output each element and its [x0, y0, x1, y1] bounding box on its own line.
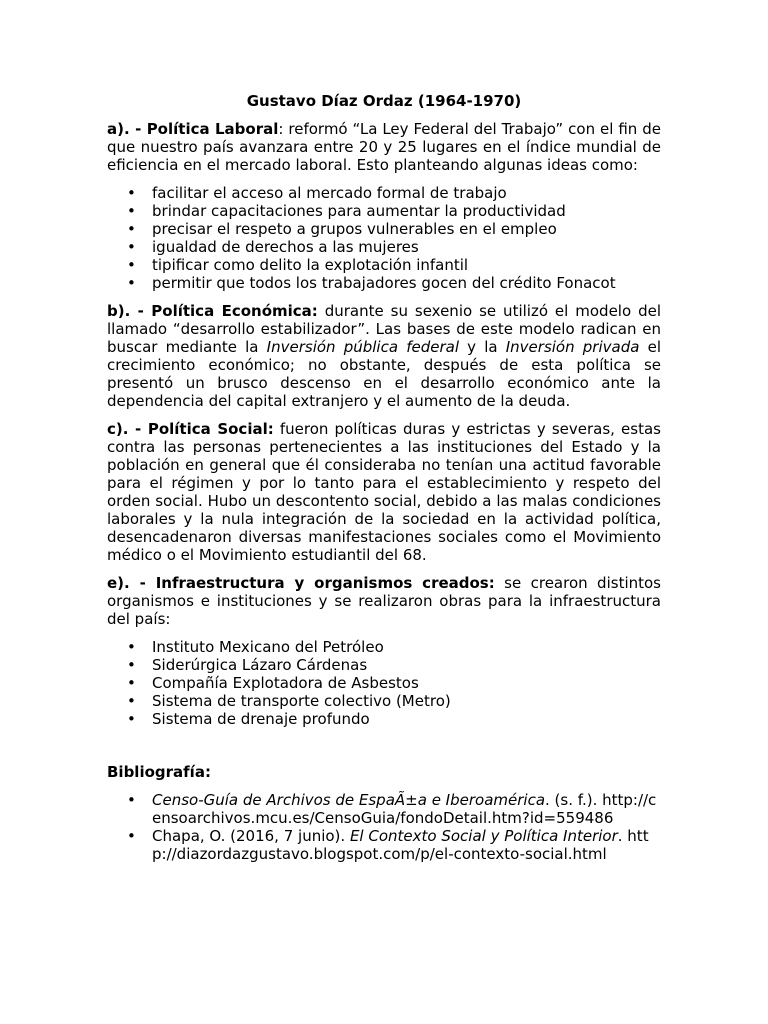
section-economica-text: durante su sexenio se utilizó el modelo del llamado “desarrollo estabilizador”. Las bases de este modelo radican en buscar mediante la — [107, 302, 661, 356]
list-item: • tipificar como delito la explotación infantil — [107, 256, 661, 274]
section-social-heading: c). - Política Social: — [107, 420, 274, 438]
list-item: • facilitar el acceso al mercado formal de trabajo — [107, 184, 661, 202]
bib-details: . (s. f.). http://censoarchivos.mcu.es/CensoGuia/fondoDetail.htm?id=559486 — [152, 791, 657, 827]
bib-author: Chapa, O. (2016, 7 junio). — [152, 827, 350, 845]
bib-details: . http://diazordazgustavo.blogspot.com/p/el-contexto-social.html — [152, 827, 649, 863]
section-economica-text: el crecimiento económico; no obstante, después de esta política se presentó un brusco descenso en el desarrollo económico ante la dependencia del capital extranjero y el aumento de la deuda. — [107, 338, 662, 410]
infra-list — [107, 638, 661, 728]
inversion-publica-term: Inversión pública federal — [266, 338, 459, 356]
section-social-text: fueron políticas duras y estrictas y severas, estas contra las personas pertenecientes a las instituciones del Estado y la población en general que él consideraba no tenían una actitud favorable para el régimen y por lo tanto para el establecimiento y respeto del orden social. Hubo un descontento social, debido a las malas condiciones laborales y la nula integración de la sociedad en la actividad política, desencadenaron diversas manifestaciones sociales como el Movimiento médico o el Movimiento estudiantil del 68. — [107, 420, 661, 564]
section-infra-paragraph — [107, 574, 661, 628]
section-infra-text: se crearon distintos organismos e instituciones y se realizaron obras para la infraestructura del país: — [107, 574, 661, 628]
document-title: Gustavo Díaz Ordaz (1964-1970) — [246, 92, 522, 110]
bibliography-list — [107, 791, 661, 863]
bib-title: El Contexto Social y Política Interior — [349, 827, 618, 845]
list-item: • Siderúrgica Lázaro Cárdenas — [107, 656, 661, 674]
list-item: • permitir que todos los trabajadores gocen del crédito Fonacot — [107, 274, 661, 292]
list-item: • Sistema de drenaje profundo — [107, 710, 661, 728]
section-laboral-heading: a). - Política Laboral — [107, 120, 279, 138]
laboral-list — [107, 184, 661, 292]
bibliography-entry — [107, 827, 661, 863]
section-infra-heading: e). - Infraestructura y organismos creados: — [107, 574, 495, 592]
list-item: • Compañía Explotadora de Asbestos — [107, 674, 661, 692]
section-economica-paragraph — [107, 302, 661, 410]
list-item: • Instituto Mexicano del Petróleo — [107, 638, 661, 656]
bibliography-entry — [107, 791, 661, 827]
section-laboral-text: : reformó “La Ley Federal del Trabajo” con el fin de que nuestro país avanzara entre 20 y 25 lugares en el índice mundial de eficiencia en el mercado laboral. Esto planteando algunas ideas como: — [107, 120, 662, 174]
bibliography-heading: Bibliografía: — [107, 763, 211, 781]
section-economica-text: y la — [459, 338, 506, 356]
document-body — [107, 92, 661, 873]
bib-title: Censo-Guía de Archivos de EspaÃ±a e Iberoamérica — [152, 791, 546, 809]
section-social-paragraph — [107, 420, 661, 564]
list-item: • Sistema de transporte colectivo (Metro) — [107, 692, 661, 710]
list-item: • igualdad de derechos a las mujeres — [107, 238, 661, 256]
section-economica-heading: b). - Política Económica: — [107, 302, 318, 320]
section-laboral-paragraph — [107, 120, 661, 174]
inversion-privada-term: Inversión privada — [505, 338, 640, 356]
list-item: • brindar capacitaciones para aumentar la productividad — [107, 202, 661, 220]
list-item: • precisar el respeto a grupos vulnerables en el empleo — [107, 220, 661, 238]
